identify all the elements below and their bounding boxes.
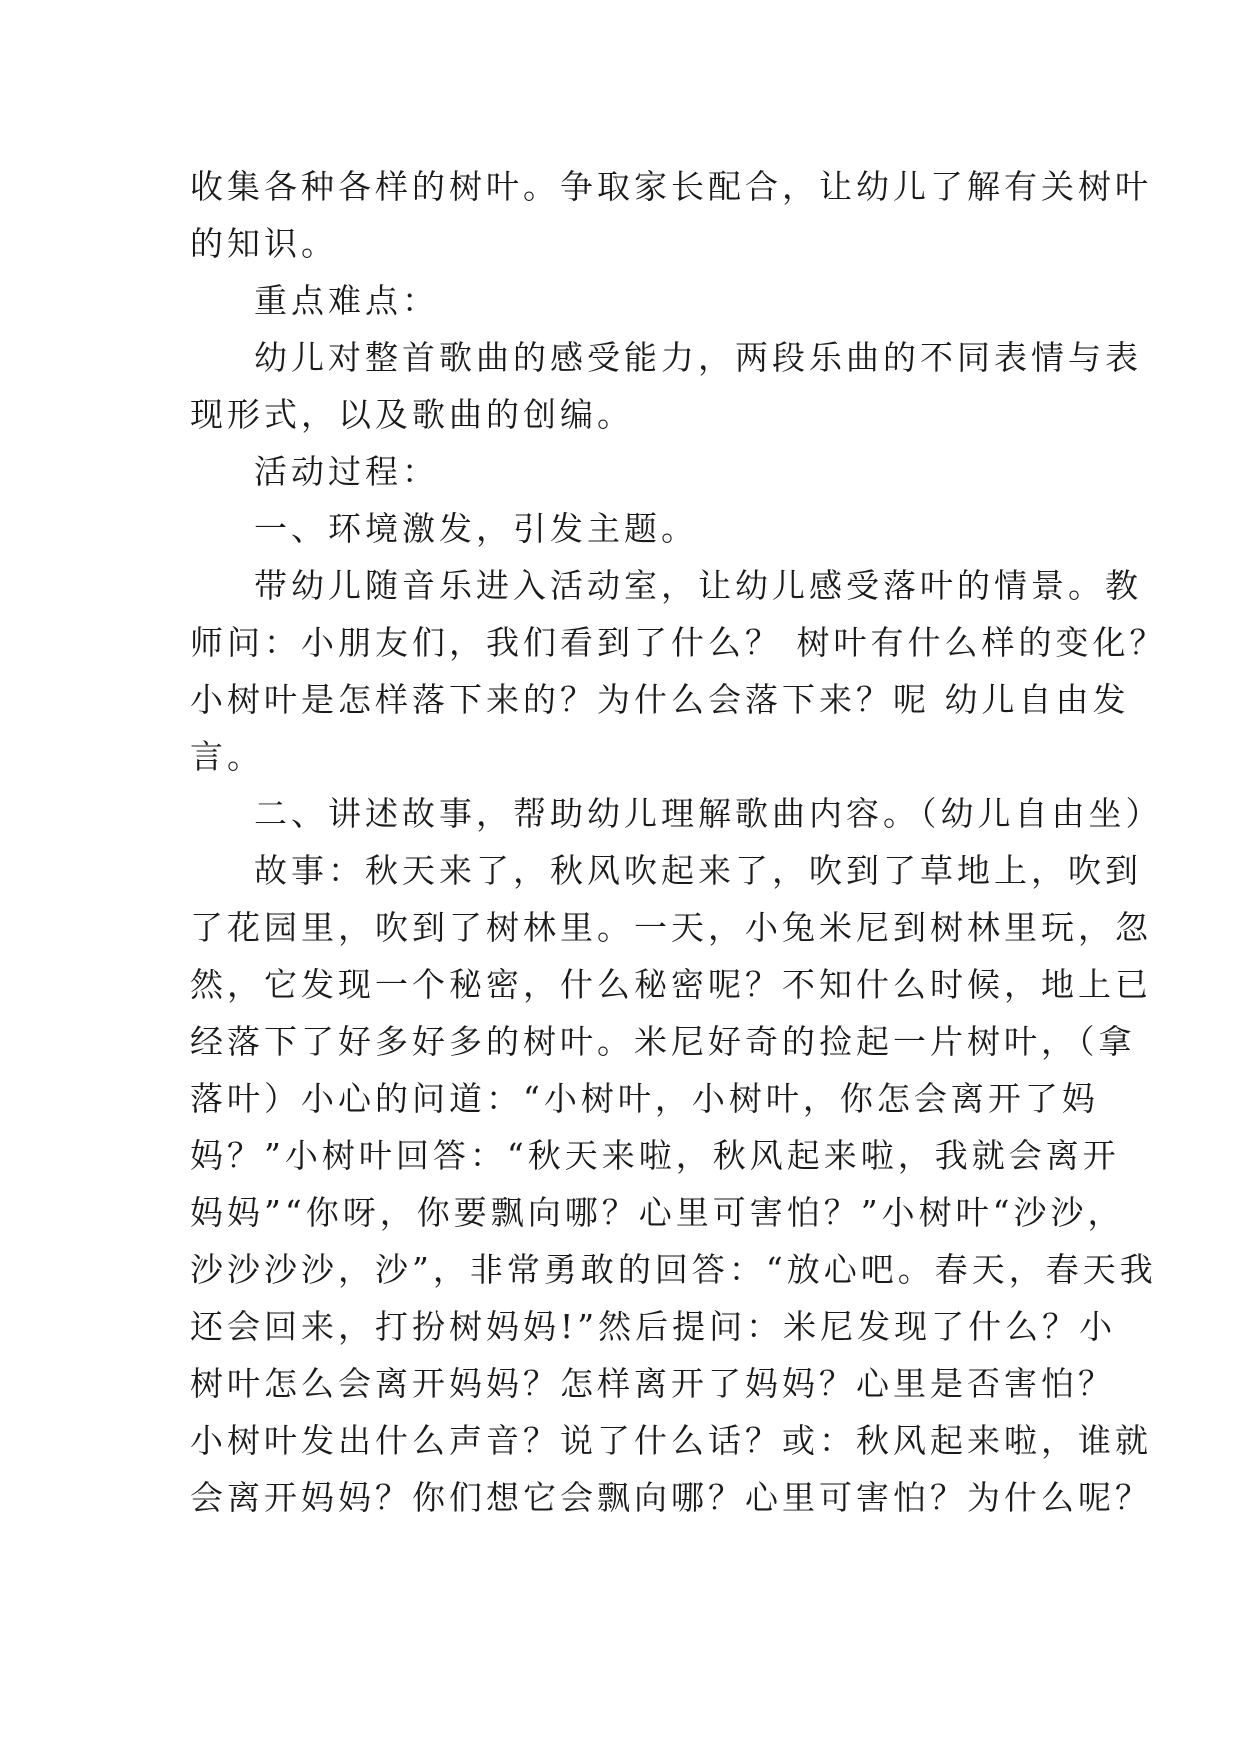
section-heading: 一、环境激发，引发主题。 <box>254 509 698 548</box>
text-line: 师问：小朋友们，我们看到了什么？ 树叶有什么样的变化？ <box>190 623 1167 662</box>
text-line: 的知识。 <box>190 224 338 263</box>
text-line: 故事：秋天来了，秋风吹起来了，吹到了草地上，吹到 <box>254 851 1142 890</box>
text-line: 言。 <box>190 737 264 776</box>
text-line: 幼儿对整首歌曲的感受能力，两段乐曲的不同表情与表 <box>254 338 1142 377</box>
text-line: 妈？”小树叶回答：“秋天来啦，秋风起来啦，我就会离开 <box>190 1136 1120 1175</box>
text-line: 收集各种各样的树叶。争取家长配合，让幼儿了解有关树叶 <box>190 167 1152 206</box>
text-line: 了花园里，吹到了树林里。一天，小兔米尼到树林里玩，忽 <box>190 908 1152 947</box>
text-line: 现形式，以及歌曲的创编。 <box>190 395 634 434</box>
text-line: 妈妈”“你呀，你要飘向哪？心里可害怕？”小树叶“沙沙， <box>190 1193 1125 1232</box>
text-line: 还会回来，打扮树妈妈!”然后提问：米尼发现了什么？小 <box>190 1307 1117 1346</box>
section-heading: 二、讲述故事，帮助幼儿理解歌曲内容。（幼儿自由坐） <box>254 794 1163 833</box>
section-heading: 活动过程： <box>254 452 439 491</box>
text-line: 小树叶发出什么声音？说了什么话？或：秋风起来啦，谁就 <box>190 1421 1152 1460</box>
text-line: 小树叶是怎样落下来的？为什么会落下来？呢 幼儿自由发 <box>190 680 1130 719</box>
text-line: 落叶）小心的问道：“小树叶，小树叶，你怎会离开了妈 <box>190 1079 1099 1118</box>
text-line: 经落下了好多好多的树叶。米尼好奇的捡起一片树叶，（拿 <box>190 1022 1136 1061</box>
text-line: 树叶怎么会离开妈妈？怎样离开了妈妈？心里是否害怕？ <box>190 1364 1115 1403</box>
text-line: 会离开妈妈？你们想它会飘向哪？心里可害怕？为什么呢？ <box>190 1478 1152 1517</box>
text-line: 带幼儿随音乐进入活动室，让幼儿感受落叶的情景。教 <box>254 566 1142 605</box>
section-heading: 重点难点： <box>254 281 439 320</box>
text-line: 然，它发现一个秘密，什么秘密呢？不知什么时候，地上已 <box>190 965 1152 1004</box>
text-line: 沙沙沙沙，沙”，非常勇敢的回答：“放心吧。春天，春天我 <box>190 1250 1157 1289</box>
